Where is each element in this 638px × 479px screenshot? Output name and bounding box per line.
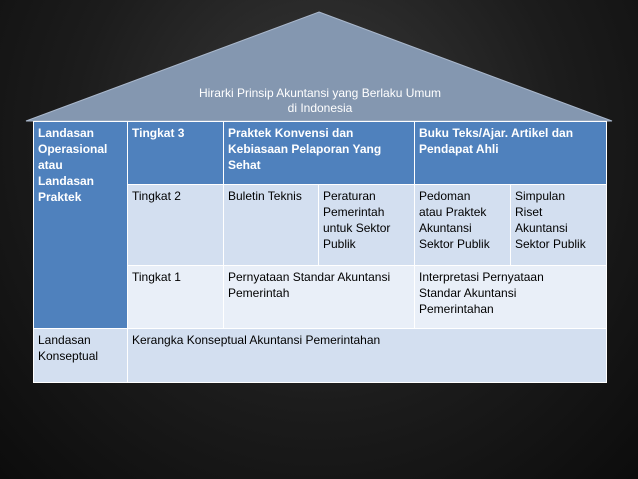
landasan-konseptual-line-1: Landasan: [38, 333, 91, 347]
tingkat-2-label: Tingkat 2: [128, 185, 224, 266]
roof-title-line-2: di Indonesia: [287, 101, 353, 115]
simpulan-line-1: Simpulan: [515, 189, 566, 203]
interpretasi-line-2: Standar Akuntansi: [419, 286, 517, 300]
peraturan-line-3: untuk Sektor: [323, 221, 391, 235]
buku-line-2: Pendapat Ahli: [419, 142, 499, 156]
interpretasi-line-1: Interpretasi Pernyataan: [419, 270, 544, 284]
roof-title-line-1: Hirarki Prinsip Akuntansi yang Berlaku Umum: [198, 86, 442, 100]
simpulan-riset-cell: [511, 185, 607, 266]
pedoman-line-4: Sektor Publik: [419, 237, 490, 251]
pedoman-line-3: Akuntansi: [419, 221, 472, 235]
buletin-teknis-cell: Buletin Teknis: [224, 185, 319, 266]
landasan-konseptual-cell: [34, 329, 128, 383]
roof-title: [160, 86, 480, 116]
pernyataan-standar-cell: [224, 266, 415, 329]
landasan-operasional-cell: [34, 122, 128, 329]
pedoman-line-2: atau Praktek: [419, 205, 487, 219]
interpretasi-pernyataan-cell: [415, 266, 607, 329]
tingkat-3-label: Tingkat 3: [128, 122, 224, 185]
simpulan-line-4: Sektor Publik: [515, 237, 586, 251]
peraturan-line-2: Pemerintah: [323, 205, 385, 219]
tingkat-1-label: Tingkat 1: [128, 266, 224, 329]
peraturan-line-4: Publik: [323, 237, 356, 251]
row-landasan-konseptual: [34, 329, 607, 383]
row-tingkat-3: [34, 122, 607, 185]
hierarchy-table: [33, 121, 607, 383]
pedoman-cell: [415, 185, 511, 266]
peraturan-pemerintah-cell: [319, 185, 415, 266]
buku-teks-cell: [415, 122, 607, 185]
simpulan-line-3: Akuntansi: [515, 221, 568, 235]
interpretasi-line-3: Pemerintahan: [419, 302, 494, 316]
praktek-line-1: Praktek Konvensi dan: [228, 126, 354, 140]
simpulan-line-2: Riset: [515, 205, 543, 219]
landasan-konseptual-line-2: Konseptual: [38, 349, 99, 363]
praktek-line-2: Kebiasaan Pelaporan Yang: [228, 142, 382, 156]
landasan-operasional-line-2: Operasional: [38, 142, 108, 156]
landasan-operasional-line-5: Praktek: [38, 190, 82, 204]
landasan-operasional-line-1: Landasan: [38, 126, 95, 140]
landasan-operasional-line-4: Landasan: [38, 174, 95, 188]
buku-line-1: Buku Teks/Ajar. Artikel dan: [419, 126, 574, 140]
peraturan-line-1: Peraturan: [323, 189, 376, 203]
praktek-konvensi-cell: [224, 122, 415, 185]
pedoman-line-1: Pedoman: [419, 189, 471, 203]
pernyataan-line-1: Pernyataan Standar Akuntansi: [228, 270, 391, 284]
landasan-operasional-line-3: atau: [38, 158, 63, 172]
praktek-line-3: Sehat: [228, 158, 261, 172]
pernyataan-line-2: Pemerintah: [228, 286, 290, 300]
kerangka-konseptual-cell: Kerangka Konseptual Akuntansi Pemerintahan: [128, 329, 607, 383]
